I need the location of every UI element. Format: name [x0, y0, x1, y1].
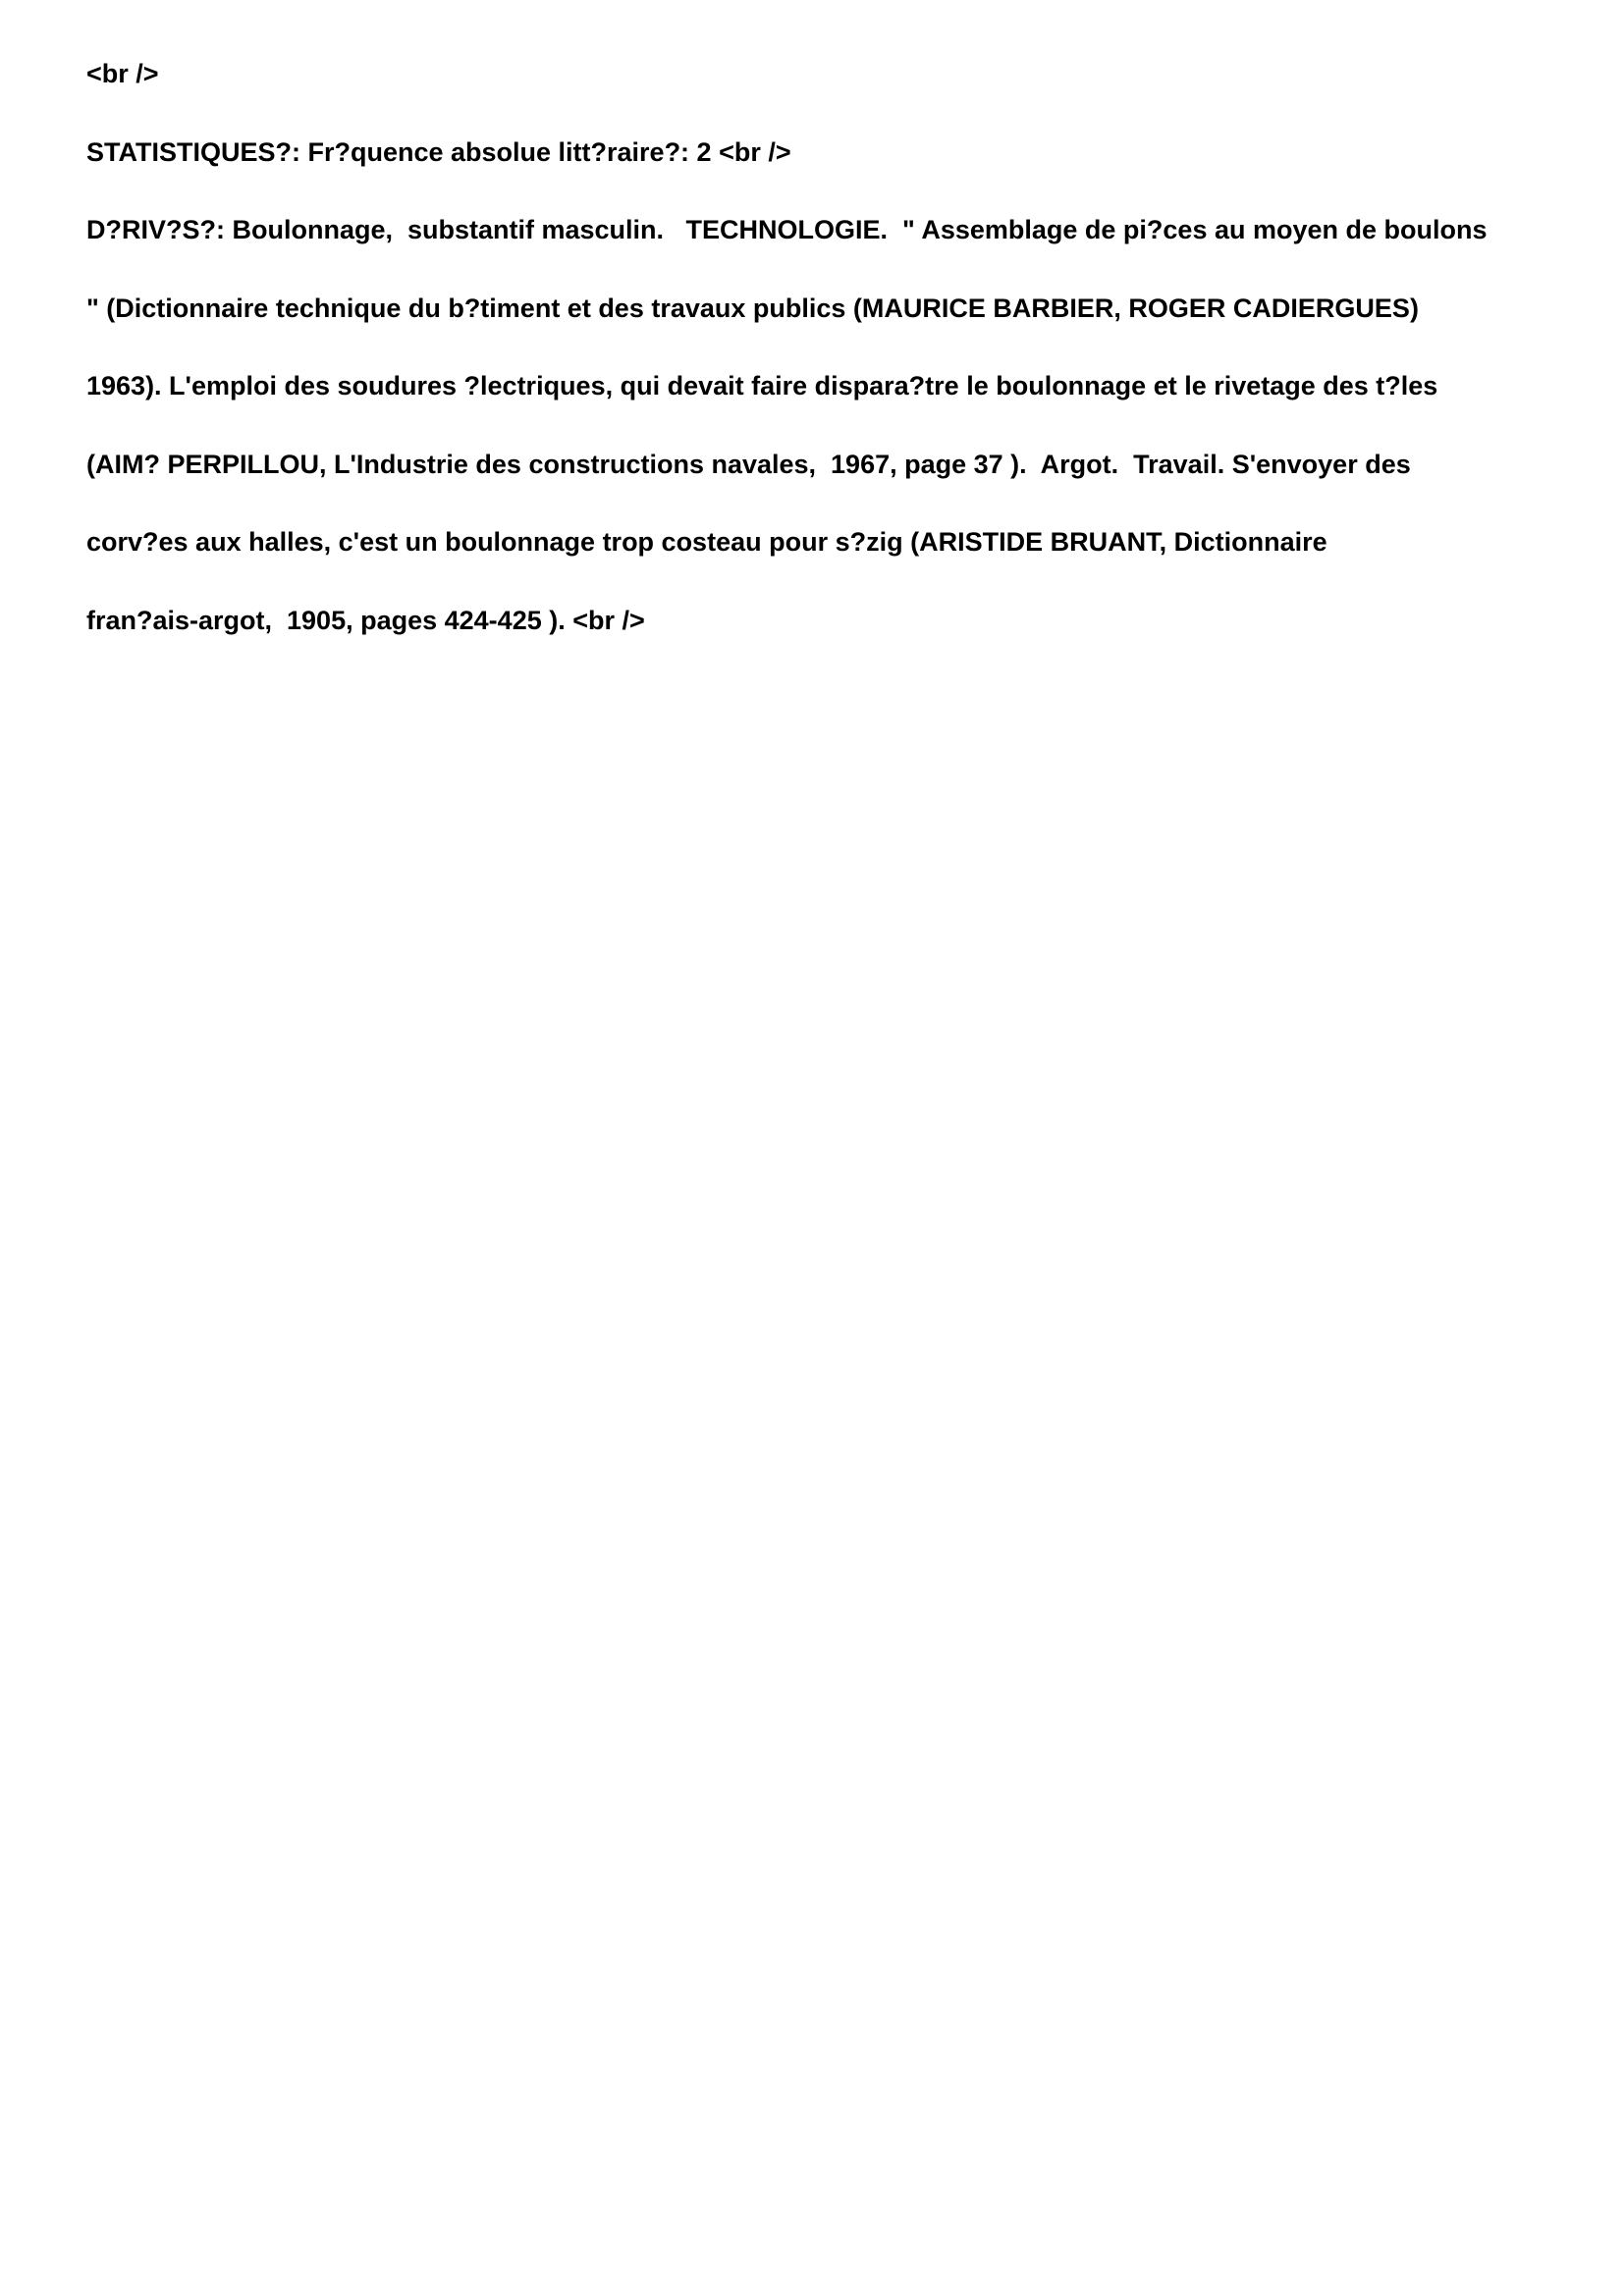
text-line-corvees: corv?es aux halles, c'est un boulonnage trop costeau pour s?zig (ARISTIDE BRUANT, Dictionnaire — [86, 527, 1327, 557]
text-line-statistiques: STATISTIQUES?: Fr?quence absolue litt?raire?: 2 <br /> — [86, 136, 791, 167]
text-line-dictionnaire: " (Dictionnaire technique du b?timent et des travaux publics (MAURICE BARBIER, ROGER CADIERGUES) — [86, 293, 1419, 323]
document-page — [86, 0, 1559, 660]
text-line-soudures: 1963). L'emploi des soudures ?lectriques, qui devait faire dispara?tre le boulonnage et le rivetage des t?les — [86, 371, 1438, 400]
text-line-br: <br /> — [86, 59, 159, 88]
text-line-derives: D?RIV?S?: Boulonnage, substantif masculin. TECHNOLOGIE. " Assemblage de pi?ces au moyen de boulons — [86, 215, 1488, 244]
text-line-francais-argot: fran?ais-argot, 1905, pages 424-425 ). <br /> — [86, 605, 645, 635]
text-line-perpillou: (AIM? PERPILLOU, L'Industrie des constructions navales, 1967, page 37 ). Argot. Travail. S'envoyer des — [86, 449, 1411, 479]
